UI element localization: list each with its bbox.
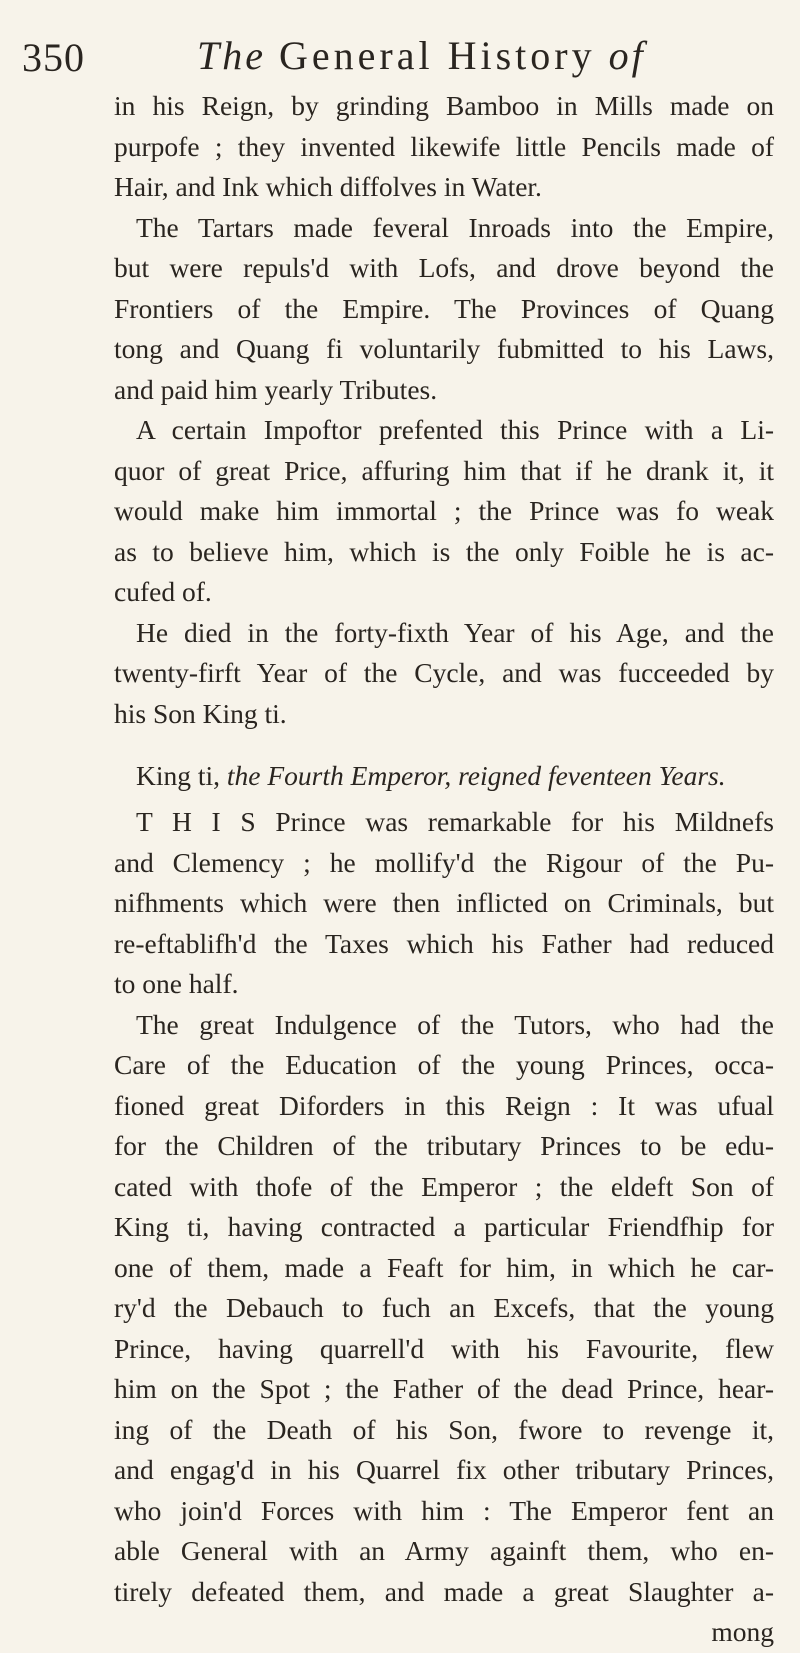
- text-line: one of them, made a Feaft for him, in which he car-: [114, 1251, 774, 1283]
- running-head-title: General History: [279, 33, 596, 78]
- text-line: and Clemency ; he mollify'd the Rigour of the Pu-: [114, 846, 774, 878]
- text-line: fioned great Diforders in this Reign : It was ufual: [114, 1089, 774, 1121]
- text-line: for the Children of the tributary Princes to be edu-: [114, 1130, 774, 1161]
- text-line: to one half.: [114, 968, 239, 999]
- section-heading: [114, 756, 774, 796]
- text-line: and paid him yearly Tributes.: [114, 373, 438, 405]
- section-gap: [114, 734, 774, 756]
- text-line: but were repuls'd with Lofs, and drove beyond the: [114, 252, 774, 283]
- paragraph: [114, 613, 774, 735]
- text-line: The great Indulgence of the Tutors, who had the: [136, 1008, 774, 1040]
- text-line: nifhments which were then inflicted on Criminals, but: [114, 887, 774, 918]
- text-line: purpofe ; they invented likewife little Pencils made of: [114, 130, 774, 162]
- paragraph: [114, 208, 774, 411]
- page-number: 350: [22, 35, 85, 80]
- text-line: King ti, having contracted a particular Friendfhip for: [114, 1211, 774, 1242]
- text-line: cated with thofe of the Emperor ; the eldeft Son of: [114, 1170, 774, 1202]
- text-line: A certain Impoftor prefented this Prince with a Li-: [136, 414, 774, 445]
- body-text: [114, 86, 774, 1653]
- paragraph: [114, 86, 774, 208]
- running-head: [197, 33, 646, 78]
- paragraph: [114, 1005, 774, 1613]
- text-line: cufed of.: [114, 576, 212, 607]
- text-line: tirely defeated them, and made a great Slaughter a-: [114, 1575, 774, 1607]
- catchword: mong: [711, 1616, 774, 1647]
- running-head-the: The: [197, 33, 266, 78]
- text-line: ry'd the Debauch to fuch an Excefs, that the young: [114, 1292, 774, 1323]
- text-line: He died in the forty-fixth Year of his Age, and the: [136, 616, 774, 648]
- text-line: quor of great Price, affuring him that if he drank it, it: [114, 454, 774, 486]
- text-line: Care of the Education of the young Princes, occa-: [114, 1049, 774, 1080]
- text-line: T H I S Prince was remarkable for his Mildnefs: [136, 806, 774, 837]
- text-line: and engag'd in his Quarrel fix other tributary Princes,: [114, 1454, 774, 1485]
- text-line: as to believe him, which is the only Foible he is ac-: [114, 535, 774, 567]
- text-line: his Son King ti.: [114, 697, 287, 729]
- text-line: re-eftablifh'd the Taxes which his Father had reduced: [114, 927, 774, 959]
- running-head-of: of: [608, 33, 646, 78]
- text-line: able General with an Army againft them, who en-: [114, 1535, 774, 1566]
- section-heading-description: the Fourth Emperor, reigned feventeen Years.: [226, 760, 726, 791]
- text-line: him on the Spot ; the Father of the dead Prince, hear-: [114, 1373, 774, 1404]
- paragraph: [114, 410, 774, 613]
- text-line: Hair, and Ink which diffolves in Water.: [114, 171, 542, 202]
- text-line: The Tartars made feveral Inroads into the Empire,: [136, 211, 774, 243]
- text-line: Frontiers of the Empire. The Provinces of Quang: [114, 292, 774, 324]
- paragraph: [114, 802, 774, 1005]
- text-line: would make him immortal ; the Prince was fo weak: [114, 495, 774, 526]
- text-line: Prince, having quarrell'd with his Favourite, flew: [114, 1332, 774, 1364]
- text-line: in his Reign, by grinding Bamboo in Mills made on: [114, 90, 774, 121]
- text-line: who join'd Forces with him : The Emperor fent an: [114, 1494, 774, 1526]
- text-line: twenty-firft Year of the Cycle, and was fucceeded by: [114, 657, 774, 688]
- text-line: tong and Quang fi voluntarily fubmitted to his Laws,: [114, 333, 774, 364]
- text-line: ing of the Death of his Son, fwore to revenge it,: [114, 1413, 774, 1445]
- section-heading-name: King ti,: [136, 760, 221, 791]
